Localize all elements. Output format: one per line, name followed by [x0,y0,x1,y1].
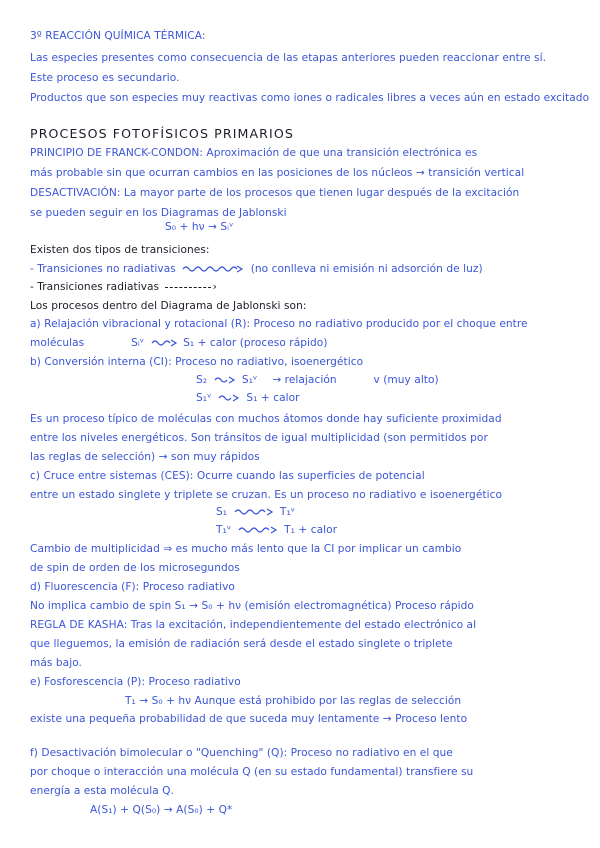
relaxation-left-word: moléculas [30,337,85,349]
wavy-arrow-icon [218,393,240,403]
arrow-icon: → [208,221,221,233]
ces1-product: T₁ᵛ [279,506,296,518]
note-line: d) Fluorescencia (F): Proceso radiativo [30,581,235,593]
radiative-line [30,281,217,294]
dashed-arrow-icon [165,287,211,288]
ci-equation-2 [196,392,300,405]
note-line: REGLA DE KASHA: Tras la excitación, independientemente del estado electrónico al [30,619,477,631]
ci2-reactant: S₁ᵛ [196,392,212,404]
ci-equation-1 [196,374,439,387]
wavy-arrow-icon [234,507,274,517]
note-line: T₁ → S₀ + hν Aunque está prohibido por las reglas de selección [125,695,462,707]
section-heading: PROCESOS FOTOFÍSICOS PRIMARIOS [30,126,294,141]
note-line: las reglas de selección) → son muy rápidos [30,451,260,463]
radiative-label: - Transiciones radiativas [30,281,160,293]
note-line: energía a esta molécula Q. [30,785,174,797]
note-line: No implica cambio de spin S₁ → S₀ + hν (emisión electromagnética) Proceso rápido [30,600,474,612]
wavy-arrow-icon [182,264,244,274]
relaxation-reactant: Sᵢᵛ [131,337,145,349]
wavy-arrow-icon [151,338,177,348]
note-line: Existen dos tipos de transiciones: [30,244,210,256]
note-line: f) Desactivación bimolecular o "Quenching" (Q): Proceso no radiativo en el que [30,747,453,759]
ci1-note: v (muy alto) [373,374,439,386]
note-line: entre los niveles energéticos. Son tránsitos de igual multiplicidad (son permitidos por [30,432,488,444]
note-line: 3º REACCIÓN QUÍMICA TÉRMICA: [30,30,206,42]
relaxation-equation [30,337,328,350]
equation-product: Sᵢᵛ [220,221,234,233]
note-line: Este proceso es secundario. [30,72,180,84]
ces2-reactant: T₁ᵛ [216,524,232,536]
note-line: Es un proceso típico de moléculas con muchos átomos donde hay suficiente proximidad [30,413,502,425]
note-line: b) Conversión interna (CI): Proceso no radiativo, isoenergético [30,356,364,368]
nonradiative-label: - Transiciones no radiativas [30,263,176,275]
note-line: Productos que son especies muy reactivas como iones o radicales libres a veces aún en estado excitado [30,92,590,104]
arrowhead-icon: › [212,281,217,293]
note-line: e) Fosforescencia (P): Proceso radiativo [30,676,241,688]
note-line: PRINCIPIO DE FRANCK-CONDON: Aproximación de que una transición electrónica es [30,147,478,159]
note-line: por choque o interacción una molécula Q (en su estado fundamental) transfiere su [30,766,474,778]
ci2-product: S₁ + calor [246,392,300,404]
nonradiative-line [30,263,483,276]
ci1-relaxation: → relajación [272,374,337,386]
note-line: más bajo. [30,657,82,669]
wavy-arrow-icon [214,375,236,385]
note-line: Cambio de multiplicidad ⇒ es mucho más lento que la CI por implicar un cambio [30,543,462,555]
wavy-arrow-icon [238,525,278,535]
equation-reactants: S₀ + hν [165,221,205,233]
ci1-product: S₁ᵛ [241,374,258,386]
ci1-reactant: S₂ [196,374,208,386]
note-line: que lleguemos, la emisión de radiación será desde el estado singlete o triplete [30,638,453,650]
note-line: Los procesos dentro del Diagrama de Jablonski son: [30,300,307,312]
relaxation-product: S₁ + calor (proceso rápido) [183,337,328,349]
note-line: más probable sin que ocurran cambios en las posiciones de los núcleos → transición vertical [30,167,525,179]
note-line: a) Relajación vibracional y rotacional (R): Proceso no radiativo producido por el choque entre [30,318,528,330]
note-line: se pueden seguir en los Diagramas de Jablonski [30,207,287,219]
ces-equation-1 [216,506,295,519]
nonradiative-note: (no conlleva ni emisión ni adsorción de luz) [250,263,483,275]
note-line: entre un estado singlete y triplete se cruzan. Es un proceso no radiativo e isoenergético [30,489,503,501]
note-line: DESACTIVACIÓN: La mayor parte de los procesos que tienen lugar después de la excitación [30,187,520,199]
ces-equation-2 [216,524,337,537]
note-line: Las especies presentes como consecuencia de las etapas anteriores pueden reaccionar entre sí. [30,52,547,64]
ces1-reactant: S₁ [216,506,228,518]
excitation-equation [165,221,234,234]
note-line: c) Cruce entre sistemas (CES): Ocurre cuando las superficies de potencial [30,470,425,482]
note-line: A(S₁) + Q(S₀) → A(S₀) + Q* [90,804,233,816]
ces2-product: T₁ + calor [284,524,338,536]
note-line: de spin de orden de los microsegundos [30,562,240,574]
note-line: existe una pequeña probabilidad de que suceda muy lentamente → Proceso lento [30,713,468,725]
